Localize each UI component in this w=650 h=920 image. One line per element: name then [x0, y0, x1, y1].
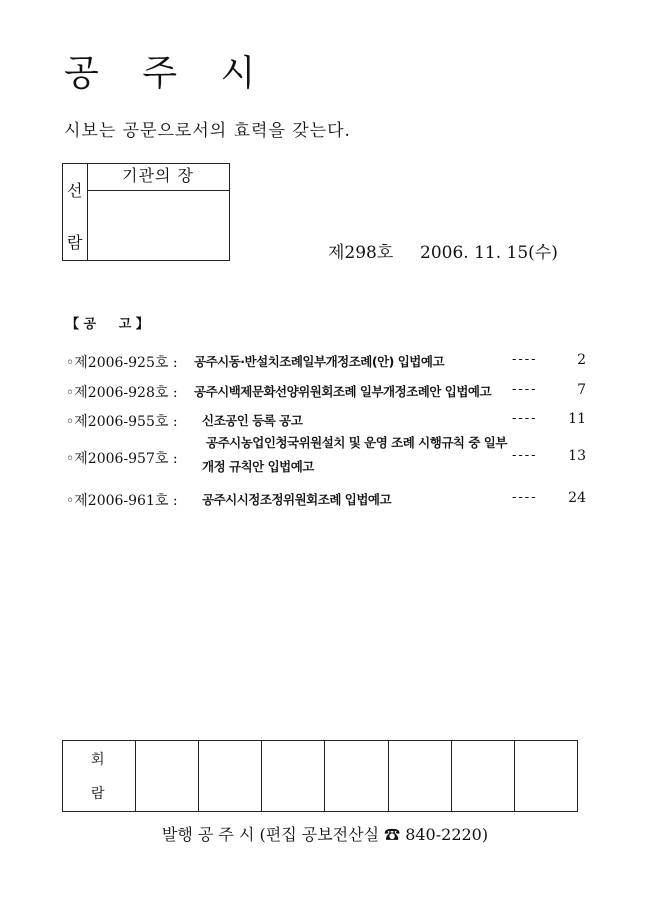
- approval-cell: [262, 741, 325, 811]
- approval-cell: [452, 741, 515, 811]
- approval-label-cell: [63, 741, 136, 811]
- issue-number: 제298호: [328, 243, 394, 263]
- notice-item[interactable]: [66, 433, 586, 477]
- notice-dash: ----: [512, 448, 538, 463]
- notice-dash: ----: [512, 382, 538, 397]
- notice-number: ◦제2006-925호 :: [66, 355, 178, 371]
- notice-heading: 【 공 고 】: [66, 317, 149, 332]
- approval-table: [62, 740, 578, 812]
- notice-dash: ----: [512, 352, 538, 367]
- approval-cell: [199, 741, 262, 811]
- notice-title-line2: 개정 규칙안 입법예고: [202, 459, 314, 474]
- approval-cell: [389, 741, 452, 811]
- notice-number: ◦제2006-961호 :: [66, 493, 178, 509]
- notice-number: ◦제2006-955호 :: [66, 414, 178, 430]
- notice-title-line1: 공주시농업인청국위원설치 및 운영 조례 시행규칙 중 일부: [206, 435, 507, 450]
- notice-page: 13: [568, 448, 586, 464]
- publisher-footer: 발행 공 주 시 (편집 공보전산실 ☎ 840-2220): [161, 825, 489, 844]
- notice-page: 7: [577, 382, 586, 398]
- notice-page: 11: [568, 411, 586, 427]
- notice-title: 공주시시정조정위원회조례 입법예고: [202, 492, 392, 507]
- circulation-label-top: 선: [67, 181, 83, 200]
- approval-label-bottom: 람: [91, 786, 105, 802]
- approval-cell: [325, 741, 388, 811]
- circulation-label-bottom: 람: [67, 233, 83, 252]
- notice-title: 신조공인 등록 공고: [202, 413, 303, 428]
- page-subtitle: 시보는 공문으로서의 효력을 갖는다.: [64, 121, 351, 141]
- notice-page: 2: [577, 352, 586, 368]
- notice-dash: ----: [512, 411, 538, 426]
- circulation-head: 기관의 장: [87, 164, 229, 191]
- approval-cell: [136, 741, 199, 811]
- notice-number: ◦제2006-928호 :: [66, 385, 178, 401]
- page-title: 공 주 시: [64, 53, 272, 94]
- notice-title: 공주시동·반설치조례일부개정조례(안) 입법예고: [194, 354, 445, 369]
- issue-date: 2006. 11. 15(수): [420, 243, 558, 263]
- approval-cell: [515, 741, 577, 811]
- approval-label-top: 회: [91, 752, 105, 768]
- notice-number: ◦제2006-957호 :: [66, 451, 178, 467]
- circulation-label-column: [63, 164, 88, 260]
- circulation-box: [62, 163, 230, 261]
- notice-title: 공주시백제문화선양위원회조례 일부개정조례안 입법예고: [194, 384, 492, 399]
- notice-page: 24: [568, 490, 586, 506]
- notice-dash: ----: [512, 490, 538, 505]
